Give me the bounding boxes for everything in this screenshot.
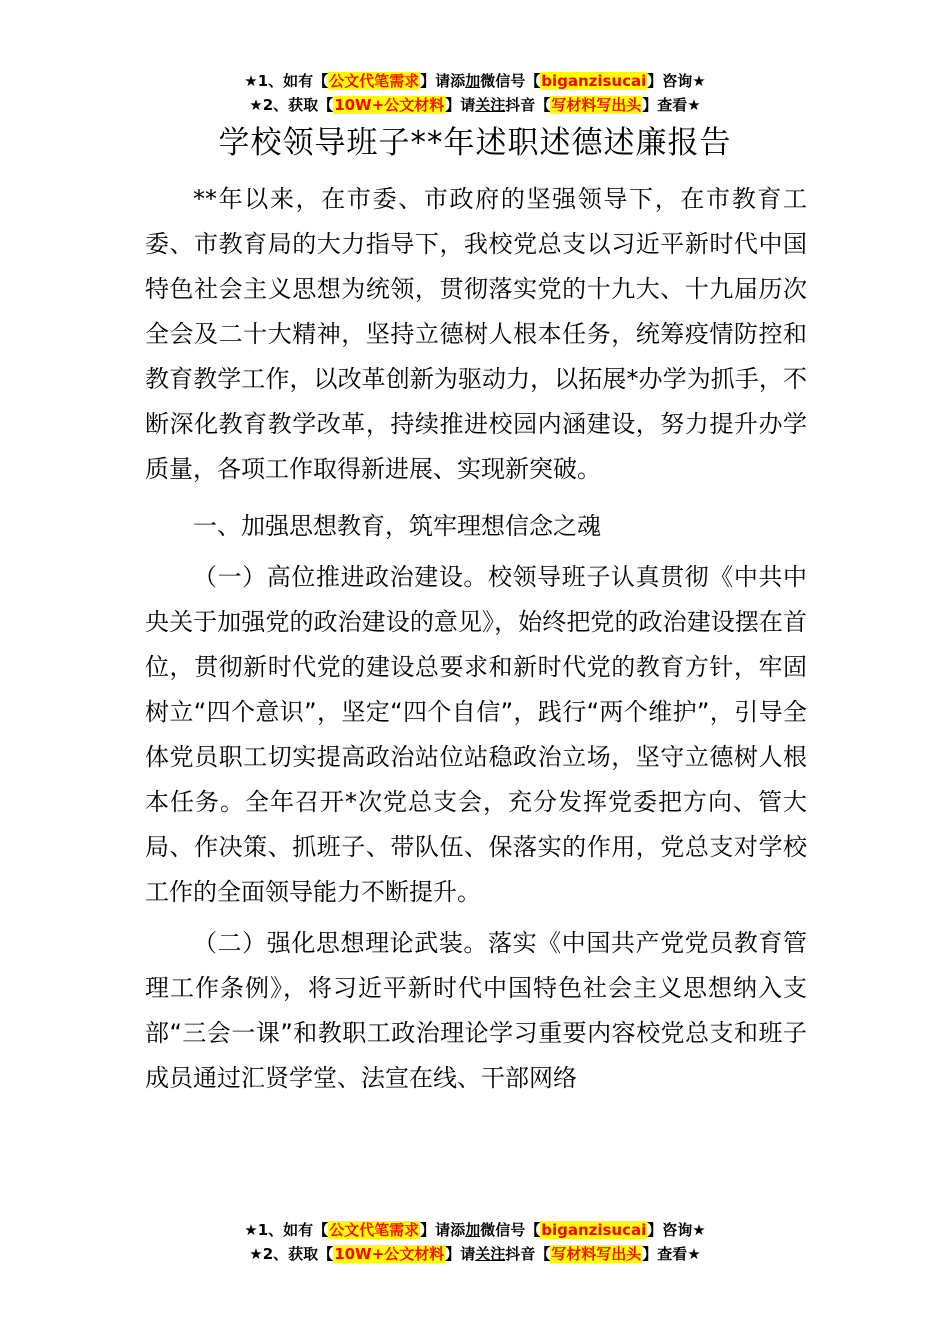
notice-highlight: 写材料写出头 [551,1245,642,1263]
document-body [145,177,807,1101]
section-heading-1: 一、加强思想教育，筑牢理想信念之魂 [193,512,601,540]
notice-text: 抖音【 [505,96,551,114]
notice-text: 】请添 [420,1221,466,1239]
notice-highlight: 公文代笔需求 [329,72,420,90]
notice-underline: 加 [465,1221,481,1239]
notice-highlight: 10W+公文材料 [334,1245,445,1263]
footer-notice [0,1218,950,1266]
document-title: 学校领导班子**年述职述德述廉报告 [218,125,732,161]
notice-highlight: 10W+公文材料 [334,96,445,114]
notice-text: 】请添 [420,72,466,90]
notice-line-2 [0,93,950,117]
notice-text: 微信号【 [480,72,541,90]
notice-highlight: 写材料写出头 [551,96,642,114]
notice-text: ★2、获取【 [249,1245,334,1263]
notice-text: 】查看★ [642,1245,701,1263]
notice-text: 】查看★ [642,96,701,114]
notice-text: 微信号【 [480,1221,541,1239]
paragraph-theory-study: （二）强化思想理论武装。落实《中国共产党党员教育管理工作条例》，将习近平新时代中国特色社会主义思想纳入支部“三会一课”和教职工政治理论学习重要内容校党总支和班子成员通过汇贤学堂、法宣在线、干部网络 [145,929,807,1092]
notice-line-1 [0,69,950,93]
notice-text: 】咨询★ [647,72,706,90]
notice-text: ★1、如有【 [244,1221,329,1239]
notice-highlight: biganzisucai [541,1221,647,1239]
notice-text: ★2、获取【 [249,96,334,114]
paragraph-intro: **年以来，在市委、市政府的坚强领导下，在市教育工委、市教育局的大力指导下，我校党总支以习近平新时代中国特色社会主义思想为统领，贯彻落实党的十九大、十九届历次全会及二十大精神，坚持立德树人根本任务，统筹疫情防控和教育教学工作，以改革创新为驱动力，以拓展*办学为抓手，不断深化教育教学改革，持续推进校园内涵建设，努力提升办学质量，各项工作取得新进展、实现新突破。 [145,185,807,483]
notice-underline: 加 [465,72,481,90]
notice-text: 抖音【 [505,1245,551,1263]
notice-text: 】咨询★ [647,1221,706,1239]
notice-line-1 [0,1218,950,1242]
notice-text: 】请 [445,1245,476,1263]
paragraph-political-construction: （一）高位推进政治建设。校领导班子认真贯彻《中共中央关于加强党的政治建设的意见》，始终把党的政治建设摆在首位，贯彻新时代党的建设总要求和新时代党的教育方针，牢固树立“四个意识”，坚定“四个自信”，践行“两个维护”，引导全体党员职工切实提高政治站位站稳政治立场，坚守立德树人根本任务。全年召开*次党总支会，充分发挥党委把方向、管大局、作决策、抓班子、带队伍、保落实的作用，党总支对学校工作的全面领导能力不断提升。 [145,563,807,906]
notice-highlight: biganzisucai [541,72,647,90]
notice-line-2 [0,1242,950,1266]
header-notice [0,69,950,117]
notice-underline: 关注 [475,96,506,114]
notice-text: ★1、如有【 [244,72,329,90]
notice-highlight: 公文代笔需求 [329,1221,420,1239]
notice-underline: 关注 [475,1245,506,1263]
notice-text: 】请 [445,96,476,114]
